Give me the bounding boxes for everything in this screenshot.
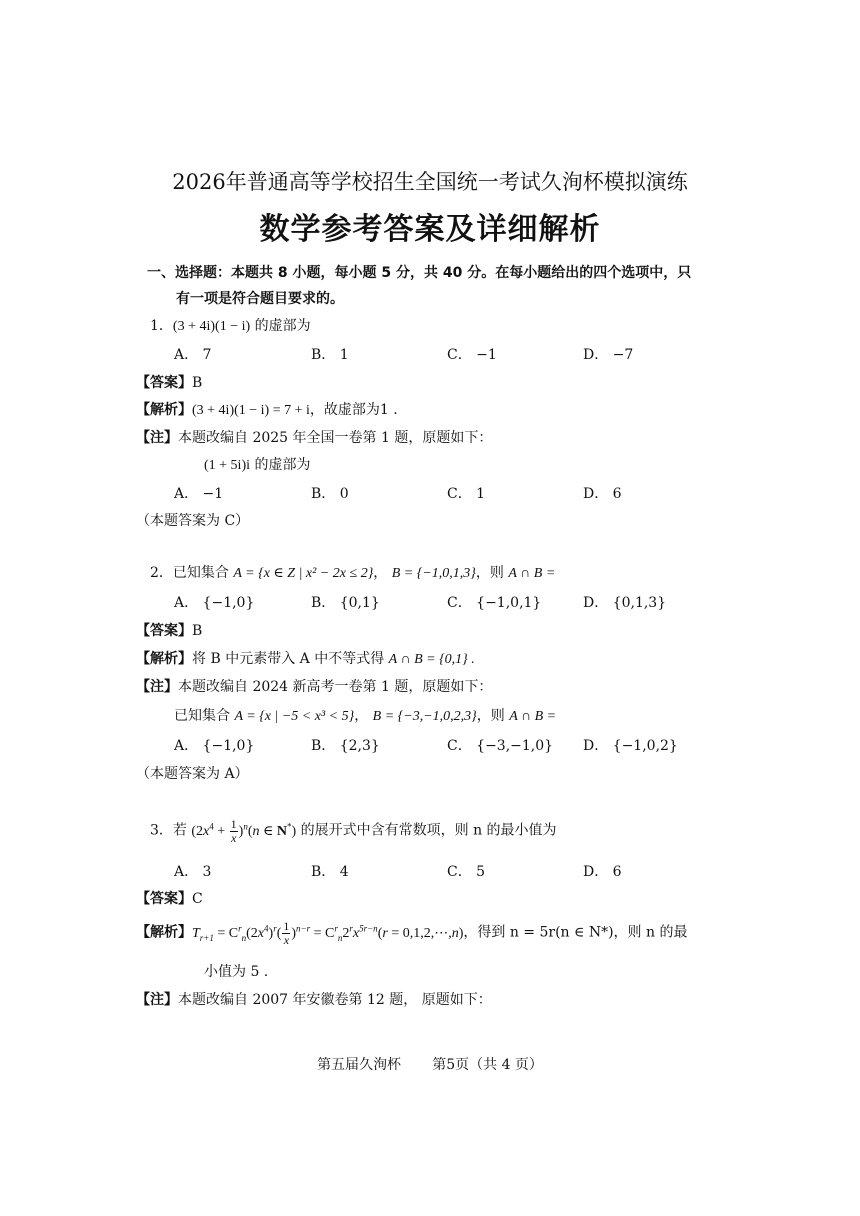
question-text: 的展开式中含有常数项，则 n 的最小值为: [296, 822, 557, 839]
original-option-b: B． {2,3}: [311, 738, 380, 754]
analysis-line: [136, 920, 687, 947]
question-text: 已知集合: [172, 565, 234, 581]
analysis-text: ，得到 n = 5r(n ∈ N*)，则 n 的最: [463, 924, 688, 941]
option-c: C． 5: [447, 864, 486, 880]
option-c: C． {−1,0,1}: [447, 595, 542, 611]
fraction: $\frac{1}{x}$: [283, 919, 290, 947]
analysis-expr: $T_{r+1} = C^r_n(2x^4)^r$( $\frac{1}{x}$ )$^{n-r} = C^r_n2^rx^{5r-n}(r$ = 0,1,2,⋯,n): [192, 919, 464, 947]
original-option-c: C． {−3,−1,0}: [447, 738, 554, 754]
option-b: B． {0,1}: [311, 595, 380, 611]
question-1: [150, 315, 311, 335]
question-3: [150, 818, 557, 845]
option-a: A． 7: [174, 347, 212, 363]
note-label: 【注】: [136, 992, 178, 1008]
original-text: ，则: [476, 708, 510, 724]
analysis-line: [136, 648, 475, 668]
question-number: 1．: [150, 318, 173, 334]
answer-line: [136, 888, 203, 908]
original-answer: （本题答案为 C）: [136, 513, 250, 529]
footer-contest: 第五届久洵杯: [317, 1057, 402, 1073]
answer-key-title: 数学参考答案及详细解析: [259, 212, 601, 247]
question-number: 2．: [150, 565, 173, 581]
answer-value: C: [192, 891, 203, 907]
question-text: ，则: [475, 565, 509, 581]
original-option-d: D． {−1,0,2}: [583, 738, 678, 754]
original-text: ，: [354, 708, 373, 724]
original-ask: A ∩ B =: [509, 709, 557, 724]
answer-line: [136, 372, 202, 392]
analysis-label: 【解析】: [136, 924, 192, 941]
original-option-a: A． {−1,0}: [174, 738, 255, 754]
answer-line: [136, 620, 202, 640]
page-footer: [0, 1054, 860, 1074]
analysis-text: ，故虚部为1 .: [309, 402, 398, 418]
binomial-expr: ($2x^4$ + $\frac{1}{x}$ )$^n$(n ∈ N*): [191, 817, 297, 845]
question-text: 的虚部为: [250, 318, 311, 334]
original-question: [174, 705, 556, 725]
option-d: D． −7: [583, 347, 634, 363]
original-question: [204, 454, 310, 474]
section-heading: 一、选择题：本题共 8 小题，每小题 5 分，共 40 分。在每小题给出的四个选项中，只: [147, 265, 692, 281]
analysis-label: 【解析】: [136, 651, 192, 667]
note-text: 本题改编自 2025 年全国一卷第 1 题，原题如下：: [178, 430, 493, 446]
option-d: D． 6: [583, 864, 622, 880]
note-line: [136, 676, 492, 696]
analysis-text: 将 B 中元素带入 A 中不等式得: [192, 651, 389, 667]
original-option-b: B． 0: [311, 486, 349, 502]
question-expr: (3 + 4i)(1 − i): [172, 319, 251, 334]
analysis-label: 【解析】: [136, 402, 192, 418]
set-b: B = {−1,0,1,3}: [391, 566, 476, 581]
original-option-a: A． −1: [174, 486, 224, 502]
option-a: A． 3: [174, 864, 212, 880]
note-line: [136, 989, 492, 1009]
option-d: D． {0,1,3}: [583, 595, 667, 611]
analysis-line-2: 小值为 5 .: [204, 964, 269, 980]
note-text: 本题改编自 2024 新高考一卷第 1 题，原题如下：: [178, 679, 493, 695]
question-2: [150, 562, 555, 582]
answer-label: 【答案】: [136, 375, 192, 391]
question-text: 若: [172, 822, 192, 839]
section-heading-cont: 有一项是符合题目要求的。: [176, 291, 344, 307]
exam-title: 2026年普通高等学校招生全国统一考试久洵杯模拟演练: [172, 170, 688, 194]
analysis-expr: A ∩ B = {0,1} .: [388, 652, 475, 667]
answer-label: 【答案】: [136, 623, 192, 639]
option-a: A． {−1,0}: [174, 595, 255, 611]
question-number: 3．: [150, 822, 173, 839]
footer-page-number: 第5页（共 4 页）: [432, 1057, 543, 1073]
fraction: $\frac{1}{x}$: [230, 817, 237, 845]
note-line: [136, 427, 492, 447]
original-expr: (1 + 5i)i: [204, 458, 250, 473]
analysis-line: [136, 399, 398, 419]
original-text: 的虚部为: [250, 457, 311, 473]
set-a: A = {x ∈ Z | x² − 2x ≤ 2}: [233, 566, 374, 581]
original-answer: （本题答案为 A）: [136, 766, 249, 782]
original-option-d: D． 6: [583, 486, 622, 502]
answer-value: B: [192, 623, 203, 639]
note-label: 【注】: [136, 430, 178, 446]
original-set-a: A = {x | −5 < x³ < 5}: [234, 709, 355, 724]
question-ask: A ∩ B =: [508, 566, 556, 581]
answer-label: 【答案】: [136, 891, 192, 907]
original-text: 已知集合: [174, 708, 235, 724]
analysis-expr: (3 + 4i)(1 − i) = 7 + i: [192, 403, 310, 418]
note-text: 本题改编自 2007 年安徽卷第 12 题， 原题如下：: [178, 992, 492, 1008]
option-b: B． 1: [311, 347, 349, 363]
original-set-b: B = {−3,−1,0,2,3}: [372, 709, 477, 724]
answer-value: B: [192, 375, 203, 391]
option-c: C． −1: [447, 347, 497, 363]
option-b: B． 4: [311, 864, 349, 880]
original-option-c: C． 1: [447, 486, 486, 502]
question-text: ，: [373, 565, 392, 581]
note-label: 【注】: [136, 679, 178, 695]
